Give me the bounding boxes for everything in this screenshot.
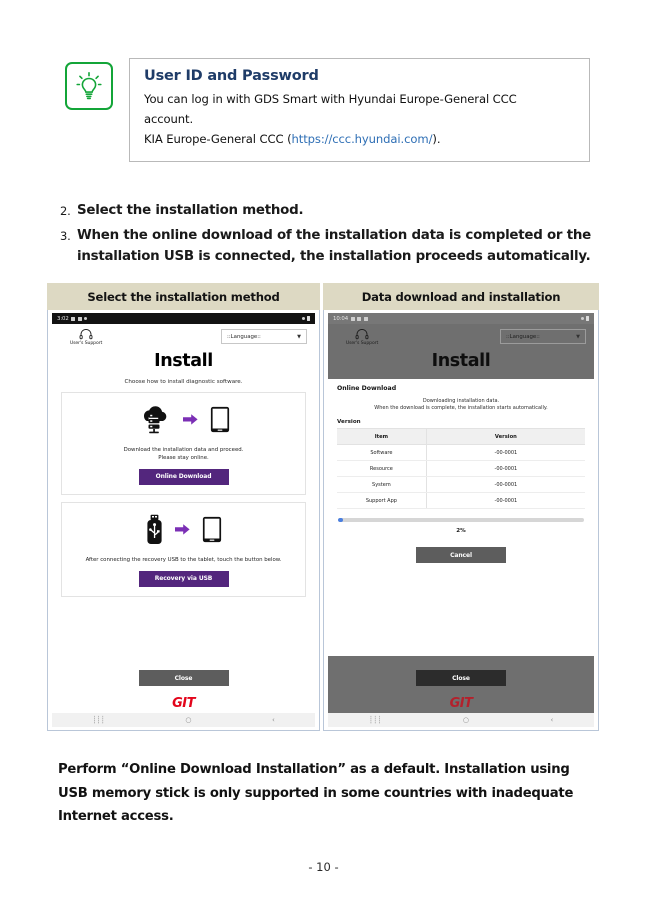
tablet-ui-download-progress — [328, 313, 594, 727]
android-nav-bar — [328, 713, 594, 727]
cancel-button-wrap — [328, 542, 594, 564]
install-page-subtitle: Choose how to install diagnostic software. — [124, 378, 243, 385]
tablet-screenshot-right — [323, 310, 599, 731]
close-button[interactable]: Close — [139, 670, 229, 686]
wifi-icon — [581, 317, 584, 320]
download-message — [328, 398, 594, 414]
version-table — [337, 428, 585, 509]
table-cell-version: -00-0001 — [426, 493, 585, 509]
step-number: 3. — [60, 228, 71, 243]
online-download-section-label: Online Download — [337, 384, 397, 392]
option-description-line-1: After connecting the recovery USB to the tablet, touch the button below. — [85, 556, 282, 563]
language-select[interactable] — [221, 329, 307, 344]
page-number: - 10 - — [308, 860, 339, 874]
status-bar-time: 10:04 — [333, 315, 349, 322]
recents-icon[interactable]: ┊┊┊ — [368, 716, 382, 724]
cancel-button[interactable]: Cancel — [416, 547, 506, 563]
table-header-version: Version — [426, 429, 585, 445]
callout-line-3-prefix: KIA Europe-General CCC ( — [144, 131, 292, 146]
back-icon[interactable]: ‹ — [550, 716, 554, 724]
notification-icon — [357, 317, 361, 321]
tablet-footer — [328, 656, 594, 714]
callout-line-3 — [144, 130, 577, 150]
headset-icon — [355, 329, 369, 340]
notification-icon — [71, 317, 75, 321]
download-progress — [338, 518, 584, 534]
recents-icon[interactable]: ┊┊┊ — [92, 716, 105, 724]
numbered-steps — [60, 200, 595, 271]
install-page-title: Install — [154, 350, 213, 371]
ccc-portal-link[interactable]: https://ccc.hyundai.com/ — [291, 131, 433, 146]
callout-line-2: account. — [144, 111, 194, 126]
app-header — [52, 324, 315, 348]
status-bar-time: 3:02 — [57, 315, 69, 322]
table-row — [337, 477, 585, 493]
language-select-value: ::Language:: — [227, 333, 261, 340]
table-cell-version: -00-0001 — [426, 461, 585, 477]
table-cell-version: -00-0001 — [426, 477, 585, 493]
android-status-bar — [328, 313, 594, 324]
version-section-label: Version — [337, 419, 361, 425]
option-icons — [68, 510, 299, 550]
status-bar-right — [581, 316, 589, 322]
close-button-wrap — [52, 656, 315, 687]
users-support-button[interactable] — [60, 329, 112, 346]
download-message-line-1: Downloading installation data. — [422, 397, 500, 404]
table-cell-version: -00-0001 — [426, 445, 585, 461]
figure-column-left — [47, 283, 323, 731]
callout-line-1: You can log in with GDS Smart with Hyundai Europe-General CCC — [144, 92, 517, 106]
wifi-icon — [302, 317, 305, 320]
notification-icon — [84, 317, 87, 320]
step-item — [60, 200, 595, 222]
back-icon[interactable]: ‹ — [271, 716, 275, 724]
tablet-icon — [202, 516, 222, 543]
table-cell-item: System — [337, 477, 426, 493]
git-logo: GIT — [449, 696, 473, 711]
battery-icon — [307, 316, 310, 322]
git-logo: GIT — [172, 696, 195, 711]
usb-drive-icon — [146, 514, 163, 545]
progress-percent-label: 2% — [456, 527, 466, 534]
tablet-icon — [210, 406, 230, 433]
android-status-bar — [52, 313, 315, 324]
install-title-band — [328, 348, 594, 379]
status-bar-left — [57, 316, 87, 322]
home-icon[interactable]: ○ — [185, 716, 192, 724]
headset-icon — [79, 329, 93, 340]
status-bar-left — [333, 316, 368, 322]
table-header-row — [337, 429, 585, 445]
table-cell-item: Support App — [337, 493, 426, 509]
notification-icon — [364, 317, 368, 321]
option-card-recovery-usb — [61, 502, 306, 597]
option-description — [68, 556, 299, 564]
install-page-title: Install — [431, 350, 491, 371]
notification-icon — [351, 317, 355, 321]
arrow-right-icon — [183, 413, 198, 426]
option-description — [68, 446, 299, 462]
callout-body — [129, 58, 590, 162]
users-support-label: User's Support — [345, 340, 379, 346]
users-support-label: User's Support — [69, 340, 103, 346]
callout-title: User ID and Password — [144, 68, 319, 84]
download-message-line-2: When the download is complete, the installation starts automatically. — [374, 405, 548, 412]
online-download-button[interactable]: Online Download — [139, 469, 229, 485]
callout-line-3-suffix: ). — [432, 131, 441, 146]
recovery-via-usb-button[interactable]: Recovery via USB — [139, 571, 229, 587]
chevron-down-icon: ▼ — [576, 333, 580, 340]
progress-track — [338, 518, 584, 522]
users-support-button[interactable] — [336, 329, 388, 346]
lightbulb-icon — [65, 62, 113, 110]
step-item — [60, 225, 595, 268]
table-header-item: Item — [337, 429, 426, 445]
table-row — [337, 493, 585, 509]
step-text: Select the installation method. — [77, 203, 304, 218]
option-icons — [68, 400, 299, 440]
option-card-online-download — [61, 392, 306, 495]
close-button-wrap — [328, 656, 594, 687]
battery-icon — [586, 316, 589, 322]
step-text: When the online download of the installation data is completed or the installation USB is connected, the installation proceeds automatically. — [77, 227, 591, 265]
option-description-line-1: Download the installation data and proceed. — [123, 446, 244, 453]
figure-caption-left: Select the installation method — [47, 283, 320, 310]
android-nav-bar — [52, 713, 315, 727]
table-row — [337, 461, 585, 477]
option-description-line-2: Please stay online. — [158, 454, 209, 461]
arrow-right-icon — [175, 523, 190, 536]
step-number: 2. — [60, 204, 71, 218]
app-header — [328, 324, 594, 348]
tablet-screenshot-left — [47, 310, 320, 731]
figure-caption-right: Data download and installation — [323, 283, 599, 310]
tip-callout — [65, 58, 590, 162]
table-row — [337, 445, 585, 461]
home-icon[interactable]: ○ — [462, 716, 469, 724]
table-cell-item: Resource — [337, 461, 426, 477]
close-button[interactable]: Close — [416, 670, 506, 686]
figure-column-right — [323, 283, 599, 731]
status-bar-right — [302, 316, 310, 322]
table-cell-item: Software — [337, 445, 426, 461]
cloud-server-icon — [137, 404, 171, 436]
progress-fill — [338, 518, 343, 522]
screenshot-figure — [47, 283, 599, 731]
language-select[interactable] — [500, 329, 586, 344]
chevron-down-icon: ▼ — [297, 333, 301, 340]
tablet-ui-install-method — [52, 313, 315, 727]
footer-note: Perform “Online Download Installation” as a default. Installation using USB memory stick is only supported in some countries with inadequate Internet access. — [58, 762, 574, 824]
language-select-value: ::Language:: — [506, 333, 540, 340]
notification-icon — [78, 317, 82, 321]
tablet-footer — [52, 656, 315, 714]
